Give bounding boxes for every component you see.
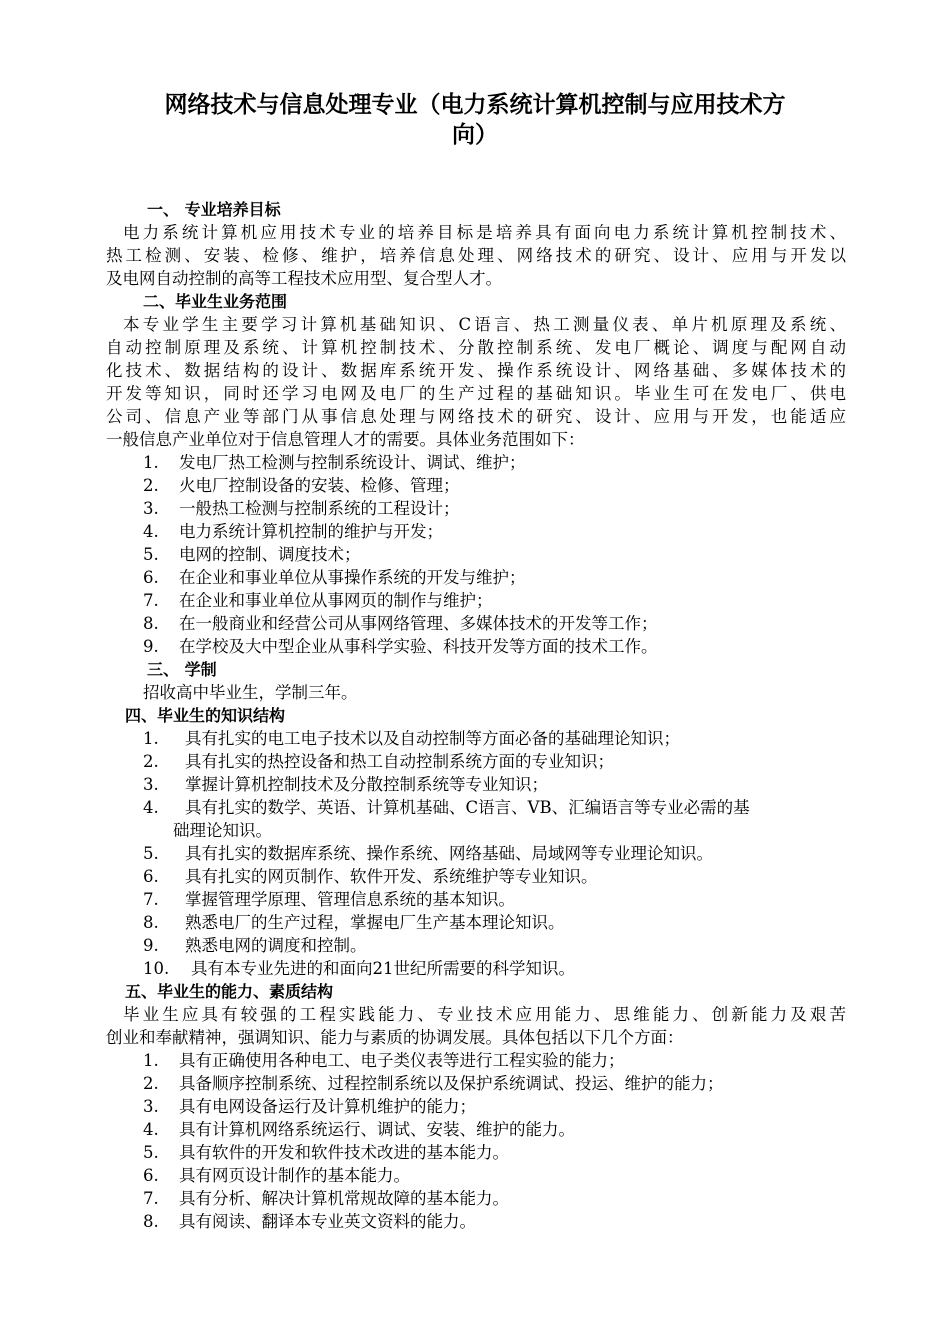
list-item: 2. 具备顺序控制系统、过程控制系统以及保护系统调试、投运、维护的能力； bbox=[143, 1074, 724, 1093]
section-heading-training-goal: 一、 专业培养目标 bbox=[147, 200, 281, 219]
paragraph-line: 一般信息产业单位对于信息管理人才的需要。具体业务范围如下： bbox=[106, 430, 585, 449]
list-item: 6. 具有扎实的网页制作、软件开发、系统维护等专业知识。 bbox=[143, 867, 598, 886]
list-item: 5. 具有软件的开发和软件技术改进的基本能力。 bbox=[143, 1143, 509, 1162]
list-item: 8. 在一般商业和经营公司从事网络管理、多媒体技术的开发等工作； bbox=[143, 614, 658, 633]
list-item: 8. 具有阅读、翻译本专业英文资料的能力。 bbox=[143, 1212, 476, 1231]
section-heading-duration: 三、 学制 bbox=[147, 660, 217, 679]
paragraph-line: 本专业学生主要学习计算机基础知识、C语言、热工测量仪表、单片机原理及系统、 bbox=[123, 315, 846, 334]
list-item: 9. 在学校及大中型企业从事科学实验、科技开发等方面的技术工作。 bbox=[143, 637, 658, 656]
list-item: 6. 在企业和事业单位从事操作系统的开发与维护； bbox=[143, 568, 526, 587]
paragraph-line: 公司、信息产业等部门从事信息处理与网络技术的研究、设计、应用与开发，也能适应 bbox=[106, 407, 846, 426]
list-item: 1. 发电厂热工检测与控制系统设计、调试、维护； bbox=[143, 453, 526, 472]
list-item: 1. 具有扎实的电工电子技术以及自动控制等方面必备的基础理论知识； bbox=[143, 729, 680, 748]
list-item: 7. 掌握管理学原理、管理信息系统的基本知识。 bbox=[143, 890, 515, 909]
paragraph-line: 化技术、数据结构的设计、数据库系统开发、操作系统设计、网络基础、多媒体技术的 bbox=[106, 361, 846, 380]
document-title-line-2: 向） bbox=[452, 122, 498, 148]
paragraph-line: 毕业生应具有较强的工程实践能力、专业技术应用能力、思维能力、创新能力及艰苦 bbox=[123, 1005, 846, 1024]
list-item: 3. 掌握计算机控制技术及分散控制系统等专业知识； bbox=[143, 775, 548, 794]
list-item: 1. 具有正确使用各种电工、电子类仪表等进行工程实验的能力； bbox=[143, 1051, 625, 1070]
section-heading-business-scope: 二、毕业生业务范围 bbox=[143, 292, 288, 311]
list-item: 3. 具有电网设备运行及计算机维护的能力； bbox=[143, 1097, 476, 1116]
list-item: 8. 熟悉电厂的生产过程，掌握电厂生产基本理论知识。 bbox=[143, 913, 565, 932]
list-item: 6. 具有网页设计制作的基本能力。 bbox=[143, 1166, 410, 1185]
paragraph-line: 电力系统计算机应用技术专业的培养目标是培养具有面向电力系统计算机控制技术、 bbox=[123, 223, 846, 242]
list-item-continuation: 础理论知识。 bbox=[173, 821, 272, 840]
list-item: 10. 具有本专业先进的和面向21世纪所需要的科学知识。 bbox=[143, 959, 575, 978]
list-item: 4. 电力系统计算机控制的维护与开发； bbox=[143, 522, 443, 541]
paragraph-line: 热工检测、安装、检修、维护，培养信息处理、网络技术的研究、设计、应用与开发以 bbox=[106, 246, 846, 265]
paragraph-line: 自动控制原理及系统、计算机控制技术、分散控制系统、发电厂概论、调度与配网自动 bbox=[106, 338, 846, 357]
list-item: 9. 熟悉电网的调度和控制。 bbox=[143, 936, 367, 955]
paragraph-line: 创业和奉献精神，强调知识、能力与素质的协调发展。具体包括以下几个方面： bbox=[106, 1028, 684, 1047]
list-item: 5. 电网的控制、调度技术； bbox=[143, 545, 361, 564]
paragraph-line: 开发等知识，同时还学习电网及电厂的生产过程的基础知识。毕业生可在发电厂、供电 bbox=[106, 384, 846, 403]
section-heading-ability-structure: 五、毕业生的能力、素质结构 bbox=[125, 982, 334, 1001]
list-item: 3. 一般热工检测与控制系统的工程设计； bbox=[143, 499, 460, 518]
list-item: 4. 具有扎实的数学、英语、计算机基础、C语言、VB、汇编语言等专业必需的基 bbox=[143, 798, 750, 817]
document-title-line-1: 网络技术与信息处理专业（电力系统计算机控制与应用技术方 bbox=[164, 92, 786, 118]
list-item: 5. 具有扎实的数据库系统、操作系统、网络基础、局域网等专业理论知识。 bbox=[143, 844, 713, 863]
paragraph-line: 招收高中毕业生，学制三年。 bbox=[143, 683, 358, 702]
list-item: 4. 具有计算机网络系统运行、调试、安装、维护的能力。 bbox=[143, 1120, 575, 1139]
paragraph-line: 及电网自动控制的高等工程技术应用型、复合型人才。 bbox=[106, 269, 502, 288]
list-item: 2. 火电厂控制设备的安装、检修、管理； bbox=[143, 476, 460, 495]
list-item: 7. 在企业和事业单位从事网页的制作与维护； bbox=[143, 591, 493, 610]
section-heading-knowledge-structure: 四、毕业生的知识结构 bbox=[125, 706, 286, 725]
list-item: 2. 具有扎实的热控设备和热工自动控制系统方面的专业知识； bbox=[143, 752, 614, 771]
list-item: 7. 具有分析、解决计算机常规故障的基本能力。 bbox=[143, 1189, 509, 1208]
